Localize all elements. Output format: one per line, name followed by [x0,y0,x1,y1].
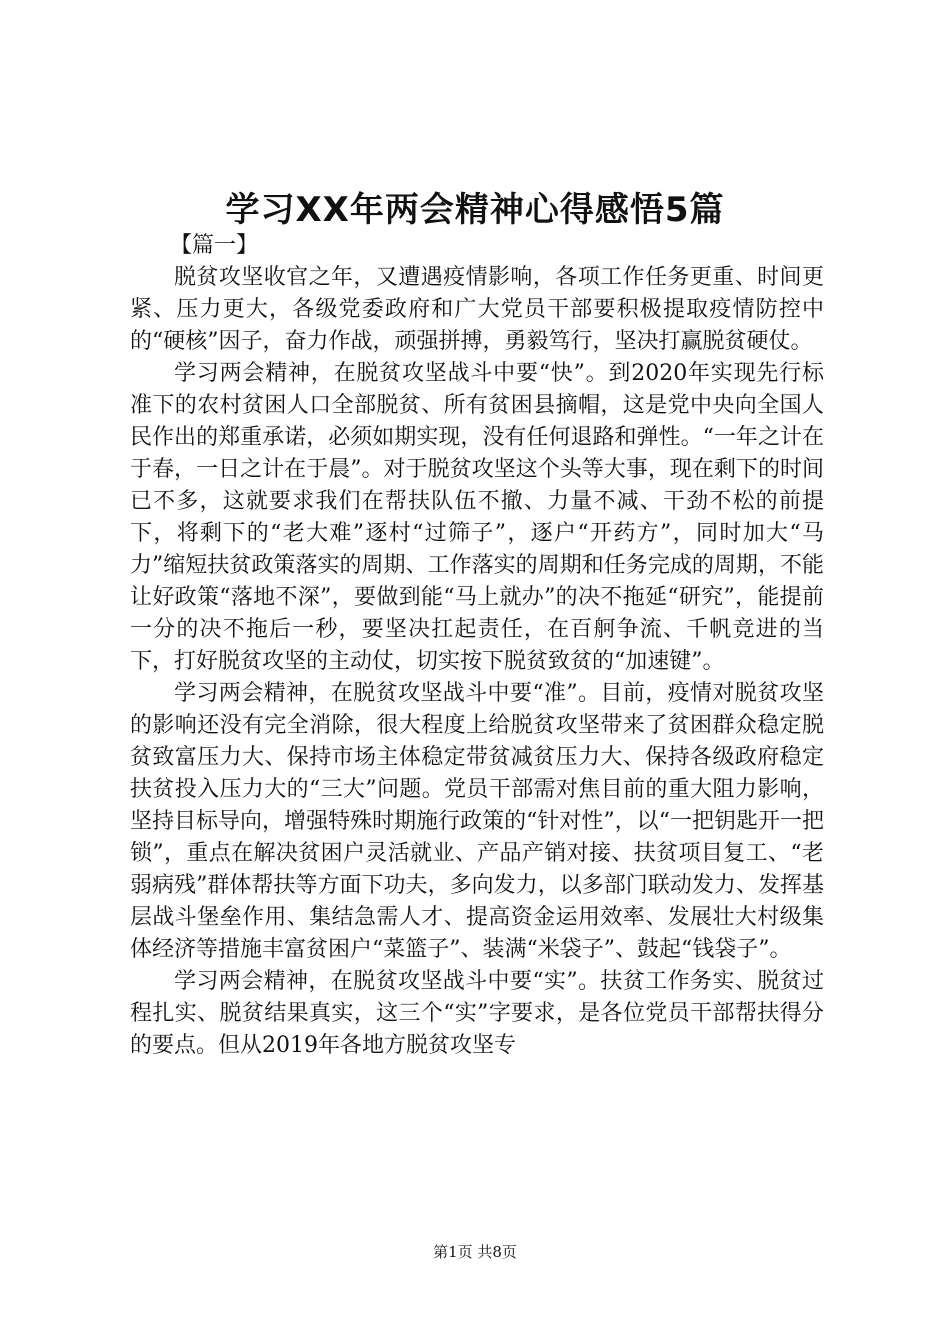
paragraph-3: 学习两会精神，在脱贫攻坚战斗中要“准”。目前，疫情对脱贫攻坚的影响还没有完全消除，很大程度上给脱贫攻坚带来了贫困群众稳定脱贫致富压力大、保持市场主体稳定带贫减贫压力大、保持各级政府稳定扶贫投入压力大的“三大”问题。党员干部需对焦目前的重大阻力影响，坚持目标导向，增强特殊时期施行政策的“针对性”，以“一把钥匙开一把锁”，重点在解决贫困户灵活就业、产品产销对接、扶贫项目复工、“老弱病残”群体帮扶等方面下功夫，多向发力，以多部门联动发力、发挥基层战斗堡垒作用、集结急需人才、提高资金运用效率、发展壮大村级集体经济等措施丰富贫困户“菜篮子”、装满“米袋子”、鼓起“钱袋子”。 [130,681,824,962]
paragraph-4: 学习两会精神，在脱贫攻坚战斗中要“实”。扶贫工作务实、脱贫过程扎实、脱贫结果真实，这三个“实”字要求，是各位党员干部帮扶得分的要点。但从2019年各地方脱贫攻坚专 [130,969,824,1058]
page-number-current: 第1页 [433,1243,473,1261]
paragraph-1: 脱贫攻坚收官之年，又遭遇疫情影响，各项工作任务更重、时间更紧、压力更大，各级党委政府和广大党员干部要积极提取疫情防控中的“硬核”因子，奋力作战，顽强拼搏，勇毅笃行，坚决打赢脱贫硬仗。 [130,265,824,354]
document-body [130,230,824,1062]
document-title: 学习XX年两会精神心得感悟5篇 [225,190,725,230]
section-label: 【篇一】 [170,233,259,258]
page-number-total: 共8页 [477,1243,517,1261]
paragraph-2: 学习两会精神，在脱贫攻坚战斗中要“快”。到2020年实现先行标准下的农村贫困人口全部脱贫、所有贫困县摘帽，这是党中央向全国人民作出的郑重承诺，必须如期实现，没有任何退路和弹性。“一年之计在于春，一日之计在于晨”。对于脱贫攻坚这个头等大事，现在剩下的时间已不多，这就要求我们在帮扶队伍不撤、力量不减、干劲不松的前提下，将剩下的“老大难”逐村“过筛子”，逐户“开药方”，同时加大“马力”缩短扶贫政策落实的周期、工作落实的周期和任务完成的周期，不能让好政策“落地不深”，要做到能“马上就办”的决不拖延“研究”，能提前一分的决不拖后一秒，要坚决扛起责任，在百舸争流、千帆竞进的当下，打好脱贫攻坚的主动仗，切实按下脱贫致贫的“加速键”。 [130,361,824,674]
page-footer [0,1242,950,1262]
